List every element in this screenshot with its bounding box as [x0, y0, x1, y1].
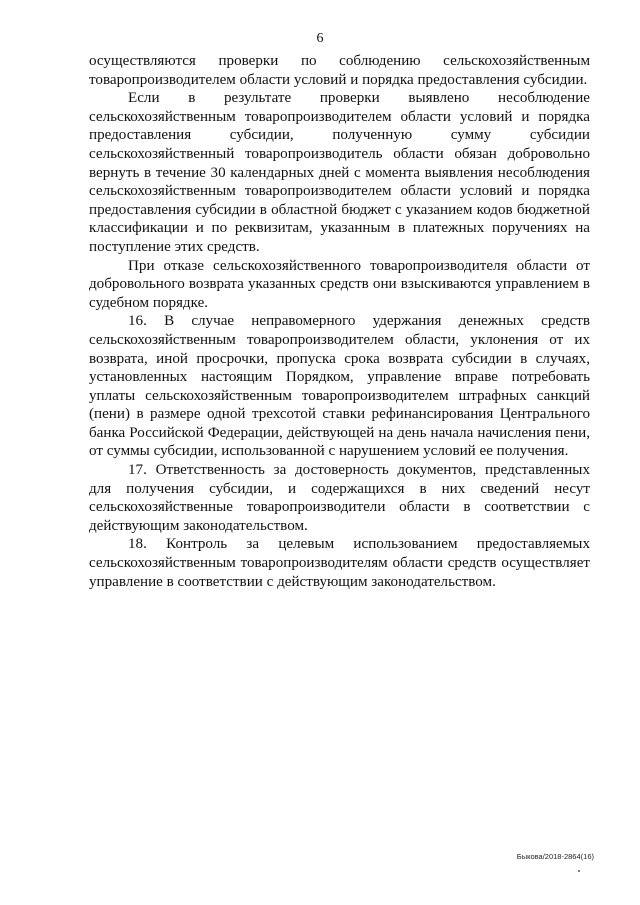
- paragraph-continuation: осуществляются проверки по соблюдению сельскохозяйственным товаропроизводителем области условий и порядка предоставления субсидии.: [89, 53, 590, 88]
- paragraph-item-18: 18. Контроль за целевым использованием предоставляемых сельскохозяйственным товаропроизводителям области средств осуществляет управление в соответствии с действующим законодательством.: [89, 536, 590, 590]
- document-body: [89, 52, 590, 591]
- document-reference-code: Быкова/2018-2864(16): [516, 852, 594, 861]
- paragraph-court-recovery: При отказе сельскохозяйственного товаропроизводителя области от добровольного возврата указанных средств они взыскиваются управлением в судебном порядке.: [89, 257, 590, 311]
- paragraph-item-17: 17. Ответственность за достоверность документов, представленных для получения субсидии, и содержащихся в них сведений несут сельскохозяйственные товаропроизводители области в соответствии с действующим законодательством.: [89, 462, 590, 534]
- paragraph-item-16: 16. В случае неправомерного удержания денежных средств сельскохозяйственным товаропроизводителем области, уклонения от их возврата, иной просрочки, пропуска срока возврата субсидии в случаях, установленных настоящим Порядком, управление вправе потребовать уплаты сельскохозяйственным товаропроизводителем штрафных санкций (пени) в размере одной трехсотой ставки рефинансирования Центрального банка Российской Федерации, действующей на день начала начисления пени, от суммы субсидии, использованной с нарушением условий ее получения.: [89, 313, 590, 460]
- paragraph-refund-obligation: Если в результате проверки выявлено несоблюдение сельскохозяйственным товаропроизводителем области условий и порядка предоставления субсидии, полученную сумму субсидии сельскохозяйственный товаропроизводитель области обязан добровольно вернуть в течение 30 календарных дней с момента выявления несоблюдения сельскохозяйственным товаропроизводителем области условий и порядка предоставления субсидии в областной бюджет с указанием кодов бюджетной классификации и по реквизитам, указанным в платежных поручениях на поступление этих средств.: [89, 90, 590, 255]
- scan-speck: [578, 870, 580, 872]
- page-number: 6: [316, 31, 324, 46]
